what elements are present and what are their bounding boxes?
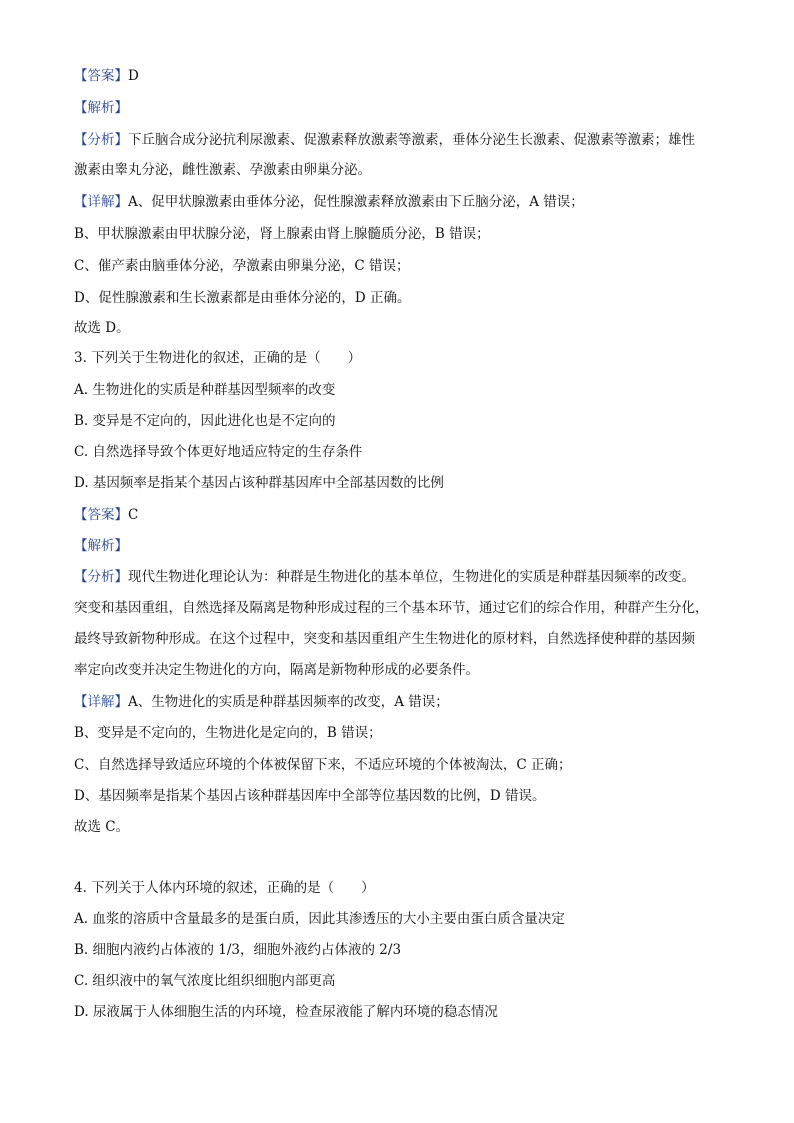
q4-option-b: B. 细胞内液约占体液的 1/3，细胞外液约占体液的 2/3 [74, 942, 402, 958]
q2-analysis-line [74, 98, 734, 118]
fenxi-tag: 【分析】 [74, 132, 128, 148]
q2-detail-a [74, 192, 734, 212]
q3-detail-c: C、自然选择导致适应环境的个体被保留下来，不适应环境的个体被淘汰，C 正确； [74, 757, 572, 773]
q3-detail-d: D、基因频率是指某个基因占该种群基因库中全部等位基因数的比例，D 错误。 [74, 788, 546, 804]
q3-conclusion: 故选 C。 [74, 819, 130, 835]
q2-detail-d: D、促性腺激素和生长激素都是由垂体分泌的，D 正确。 [74, 290, 411, 306]
analysis-tag: 【解析】 [74, 100, 128, 116]
q2-fenxi-line-1 [74, 130, 734, 150]
analysis-tag: 【解析】 [74, 538, 128, 554]
q4-option-c: C. 组织液中的氧气浓度比组织细胞内部更高 [74, 973, 336, 989]
answer-tag: 【答案】 [74, 68, 128, 84]
q2-conclusion: 故选 D。 [74, 320, 130, 336]
q3-fenxi-line-3: 最终导致新物种形成。在这个过程中，突变和基因重组产生生物进化的原材料，自然选择使种群的基因频 [74, 631, 695, 647]
q2-fenxi-line-2: 激素由睾丸分泌，雌性激素、孕激素由卵巢分泌。 [74, 162, 371, 178]
q3-analysis-line [74, 536, 734, 556]
q3-option-b: B. 变异是不定向的，因此进化也是不定向的 [74, 413, 336, 429]
fenxi-tag: 【分析】 [74, 569, 128, 585]
answer-tag: 【答案】 [74, 507, 128, 523]
q4-stem: 4. 下列关于人体内环境的叙述，正确的是（ ） [74, 880, 375, 896]
q3-detail-b: B、变异是不定向的，生物进化是定向的，B 错误； [74, 725, 382, 741]
q3-option-c: C. 自然选择导致个体更好地适应特定的生存条件 [74, 444, 363, 460]
q3-detail-a [74, 692, 734, 712]
q3-fenxi-line-1 [74, 567, 734, 587]
q3-stem: 3. 下列关于生物进化的叙述，正确的是（ ） [74, 350, 362, 366]
q3-option-a: A. 生物进化的实质是种群基因型频率的改变 [74, 382, 336, 398]
detail-tag: 【详解】 [74, 694, 128, 710]
fenxi-text: 下丘脑合成分泌抗利尿激素、促激素释放激素等激素，垂体分泌生长激素、促激素等激素；雄性 [128, 132, 695, 148]
q3-fenxi-line-4: 率定向改变并决定生物进化的方向，隔离是新物种形成的必要条件。 [74, 662, 479, 678]
q2-detail-c: C、催产素由脑垂体分泌，孕激素由卵巢分泌，C 错误； [74, 258, 410, 274]
q3-answer-line [74, 505, 734, 525]
answer-value: C [128, 507, 139, 523]
detail-text: A、促甲状腺激素由垂体分泌，促性腺激素释放激素由下丘脑分泌，A 错误； [128, 194, 584, 210]
q3-fenxi-line-2: 突变和基因重组，自然选择及隔离是物种形成过程的三个基本环节，通过它们的综合作用，种群产生分化， [74, 600, 709, 616]
q2-detail-b: B、甲状腺激素由甲状腺分泌，肾上腺素由肾上腺髓质分泌，B 错误； [74, 226, 490, 242]
q4-option-a: A. 血浆的溶质中含量最多的是蛋白质，因此其渗透压的大小主要由蛋白质含量决定 [74, 911, 565, 927]
q2-answer-line [74, 66, 734, 86]
q4-option-d: D. 尿液属于人体细胞生活的内环境，检查尿液能了解内环境的稳态情况 [74, 1004, 498, 1020]
answer-value: D [128, 68, 139, 84]
detail-tag: 【详解】 [74, 194, 128, 210]
detail-text: A、生物进化的实质是种群基因频率的改变，A 错误； [128, 694, 449, 710]
q3-option-d: D. 基因频率是指某个基因占该种群基因库中全部基因数的比例 [74, 475, 444, 491]
fenxi-text: 现代生物进化理论认为：种群是生物进化的基本单位，生物进化的实质是种群基因频率的改变。 [128, 569, 695, 585]
